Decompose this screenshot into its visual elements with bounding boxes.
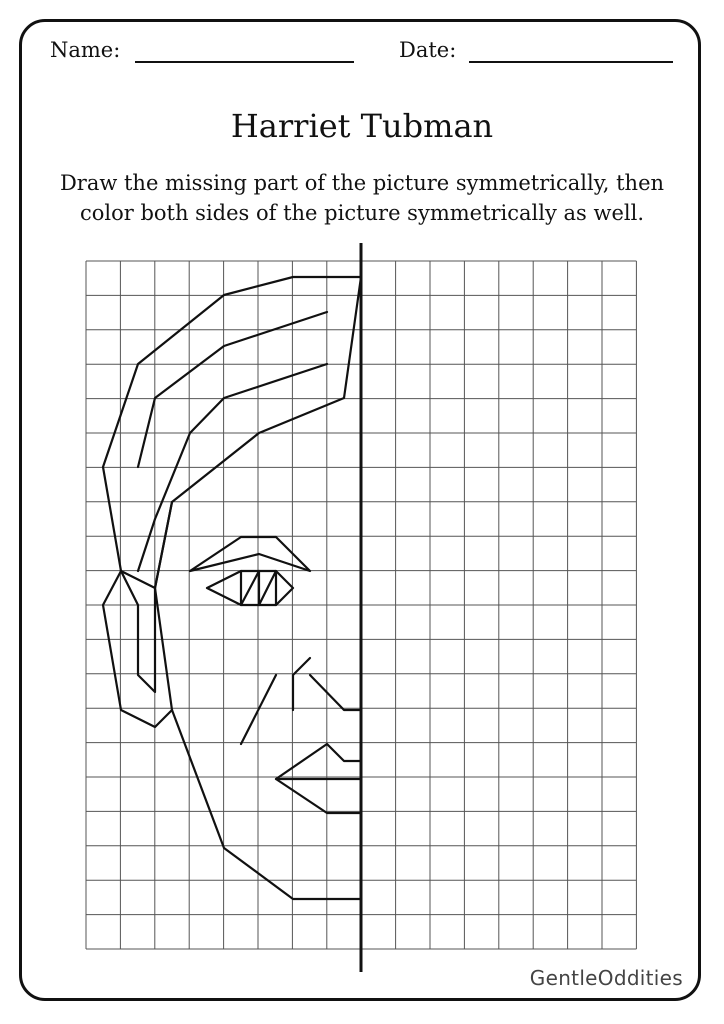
date-label: Date:: [399, 38, 457, 62]
half-portrait-drawing: [103, 277, 361, 899]
gentle-oddities-logo: GentleOddities: [529, 966, 683, 990]
hair-outline: [103, 277, 361, 571]
upper-lip: [276, 744, 361, 779]
eye-detail: [241, 571, 276, 605]
instructions-line-1: Draw the missing part of the picture symmetrically, then: [59, 171, 665, 195]
nostril: [293, 658, 310, 710]
lower-lip: [276, 779, 361, 813]
nose-bottom: [310, 675, 361, 710]
instructions-line-2: color both sides of the picture symmetrically as well.: [79, 201, 645, 225]
page-title: Harriet Tubman: [230, 107, 494, 145]
name-label: Name:: [50, 38, 121, 62]
hair-band-1: [138, 312, 327, 467]
